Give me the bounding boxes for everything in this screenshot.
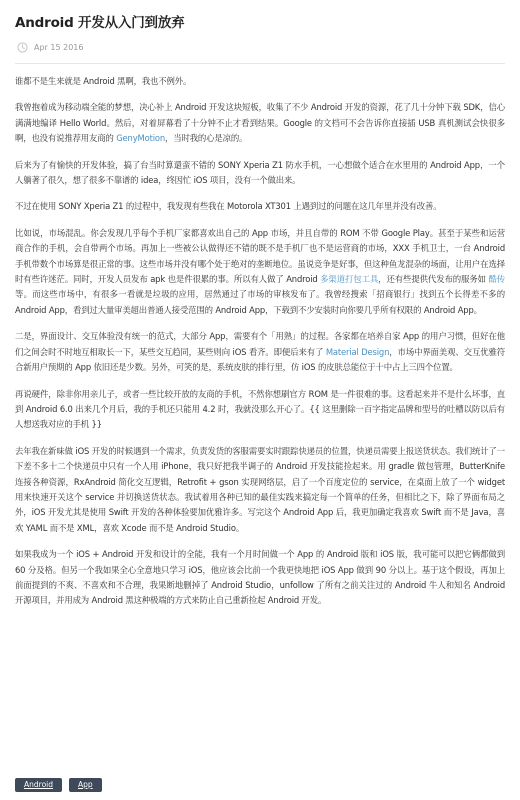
post-tags: [15, 778, 102, 792]
paragraph-5-text-a: 比如说，市场混乱。你会发现几乎每个手机厂家都喜欢出自己的 App 市场，并且自带的 ROM 不带 Google Play。甚至于某些和运营商合作的手机，会自带两个市场。再加上一些被公认做得还不错的既不是手机厂也不是运营商的市场，XXX 手机卫士，一台 Android 手机带数个市场算是很正常的事。这些市场并没有哪个处于绝对的垄断地位。虽说竞争是好事，但这种鱼龙混杂的场面，让用户在选择时有些许迷茫。同时，开发人员发布 apk 也是件很累的事。所以有人做了 Android: [15, 227, 505, 285]
genymotion-link[interactable]: GenyMotion: [116, 133, 166, 144]
paragraph-2-text-a: 我曾抱着成为移动端全能的梦想，决心补上 Android 开发这块短板，收集了不少 Android 开发的资源，花了几十分钟下载 SDK，信心满满地编译 Hello World。然后，对着屏幕看了十分钟不止才看到结果。Google 的文档可不会告诉你直接插 USB 真机测试会快很多啊，也没有说推荐用友商的: [15, 102, 505, 144]
tag-android[interactable]: Android: [15, 778, 62, 792]
title-divider: [15, 63, 505, 64]
post-title: Android 开发从入门到放弃: [15, 15, 185, 31]
paragraph-6-text-b: ，市场中界面美观、交互优雅符合新用户预期的 App 依旧还是少数。另外，可笑的是，系统皮肤的排行里，仿 iOS 的皮肤总能位于十中占上三四个位置。: [15, 346, 506, 373]
clock-icon: [17, 42, 28, 53]
paragraph-2-text-b: ，当时我的心是凉的。: [165, 133, 248, 144]
paragraph-5-text-c: 等。而这些市场中，有很多一看就是垃圾的应用，居然通过了市场的审核发布了。我曾经搜索「招商银行」找到五个长得差不多的 Android App，看到过大量审美超出普通人接受范围的 Android App，下载到不少安装时向你要几乎所有权限的 Android App。: [15, 289, 505, 315]
kuchuan-link[interactable]: 酷传: [488, 274, 506, 285]
paragraph-8: 去年我在新味做 iOS 开发的时候遇到一个需求，负责发货的客服需要实时跟踪快递员的位置，快递员需要上报送货状态。我们统计了一下差不多十二个快递员中只有一个人用 iPhone，我只好把我半调子的 Android 开发技能捡起来。用 gradle 做包管理，ButterKnife 连接各种资源，RxAndroid 简化交互逻辑，Retrofit + gson 实现网络层，启了一个百度定位的 service，在桌面上放了一个 widget 用来快速开关这个 service 并切换送货状态。我试着用各种已知的最佳实践来搞定每一个简单的任务，但相比之下，除了界面布局之外，iOS 开发尤其是使用 Swift 开发的各种体验要加优雅许多。写完这个 Android App 后，我更加确定我喜欢 Swift 而不是 Java，喜欢 YAML 而不是 XML，喜欢 Xcode 而不是 Android Studio。: [15, 445, 505, 533]
paragraph-4: 不过在使用 SONY Xperia Z1 的过程中，我发现有些我在 Motorola XT301 上遇到过的问题在这几年里并没有改善。: [15, 201, 442, 212]
paragraph-1: 谁都不是生来就是 Android 黑啊，我也不例外。: [15, 76, 192, 86]
material-design-link[interactable]: Material Design: [325, 346, 390, 357]
paragraph-6: [15, 329, 505, 375]
paragraph-6-text-a: 二是，界面设计、交互体验没有统一的范式，大部分 App，需要有个「用熟」的过程。各家都在培养自家 App 的用户习惯，但好在他们之间会时不时地互相取长一下，某些交互趋同，某些则向 iOS 看齐。即便后来有了: [15, 331, 505, 357]
paragraph-5-text-b: ，还有些提供代发布的服务如: [378, 274, 489, 285]
tag-app[interactable]: App: [69, 778, 102, 792]
post-content: [15, 74, 505, 609]
paragraph-5: [15, 226, 505, 318]
paragraph-3: 后来为了有愉快的开发体验，搞了台当时算還蛮不错的 SONY Xperia Z1 防水手机，一心想做个适合在水里用的 Android App，一个人躺著了很久，想了很多不靠谱的 idea，终因忙 iOS 项目，没有一个做出来。: [15, 159, 505, 186]
multichannel-packaging-link[interactable]: 多渠道打包工具: [320, 274, 379, 285]
paragraph-7: 再说硬件，除非你用亲儿子，或者一些比较开放的友商的手机，不然你想刷官方 ROM 是一件很难的事。这看起来并不是什么坏事，直到 Android 6.0 出来几个月后，我的手机还只能用 4.2 时，我就没那么开心了。{{ 这里删除一百字指定品牌和型号的吐槽以防以后有人想送我对应的手机 }}: [15, 388, 505, 430]
post-date: Apr 15 2016: [34, 42, 84, 52]
paragraph-9: 如果我成为一个 iOS + Android 开发和设计的全能，我有一个月时间做一个 App 的 Android 版和 iOS 版，我可能可以把它俩都做到 60 分及格。但另一个我如果全心全意地只学习 iOS，他应该会比前一个我更快地把 iOS App 做到 90 分以上。基于这个假设，再加上前面提到的不爽、不喜欢和不合理，我果断地删掉了 Android Studio，unfollow 了所有之前关注过的 Android 牛人和知名 Android 开源项目，并用成为 Android 黑这种极端的方式来防止自己重新捡起 Android 开发。: [15, 549, 505, 606]
post-meta: [15, 40, 505, 54]
paragraph-2: [15, 100, 505, 146]
